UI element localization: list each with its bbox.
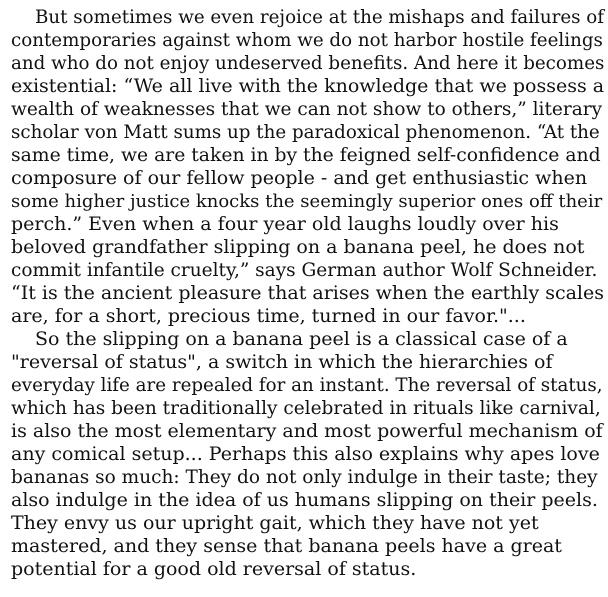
text-line: and who do not enjoy undeserved benefits. And here it becomes: [11, 53, 605, 74]
text-line: everyday life are repealed for an instant. The reversal of status,: [11, 375, 603, 396]
text-line: some higher justice knocks the seemingly superior ones off their: [11, 191, 603, 212]
text-line: “It is the ancient pleasure that arises when the earthly scales: [11, 282, 605, 304]
text-line: beloved grandfather slipping on a banana peel, he does not: [11, 236, 585, 258]
text-line: existential: “We all live with the knowledge that we possess a: [11, 75, 605, 97]
text-line: are, for a short, precious time, turned in our favor."...: [11, 305, 526, 327]
text-line: commit infantile cruelty,” says German author Wolf Schneider.: [11, 260, 598, 281]
text-line: perch.” Even when a four year old laughs loudly over his: [11, 213, 559, 235]
text-line: "reversal of status", a switch in which the hierarchies of: [11, 351, 553, 373]
text-line: same time, we are taken in by the feigned self-confidence and: [11, 145, 601, 166]
text-line: mastered, and they sense that banana peels have a great: [11, 535, 562, 557]
text-line: bananas so much: They do not only indulge in their taste; they: [11, 467, 598, 488]
text-line: which has been traditionally celebrated in rituals like carnival,: [11, 398, 601, 419]
text-line: is also the most elementary and most powerful mechanism of: [11, 420, 603, 442]
text-line: They envy us our upright gait, which they have not yet: [11, 512, 539, 534]
text-line: also indulge in the idea of us humans slipping on their peels.: [11, 489, 598, 511]
text-line: But sometimes we even rejoice at the mishaps and failures of: [35, 7, 605, 28]
text-line: potential for a good old reversal of status.: [11, 558, 417, 580]
text-line: scholar von Matt sums up the paradoxical phenomenon. “At the: [11, 122, 600, 143]
text-line: any comical setup... Perhaps this also explains why apes love: [11, 443, 600, 465]
text-line: wealth of weaknesses that we can not show to others,” literary: [11, 99, 603, 120]
text-line: So the slipping on a banana peel is a classical case of a: [35, 328, 568, 350]
text-line: contemporaries against whom we do not harbor hostile feelings: [11, 30, 603, 51]
text-line: composure of our fellow people - and get enthusiastic when: [11, 167, 588, 189]
